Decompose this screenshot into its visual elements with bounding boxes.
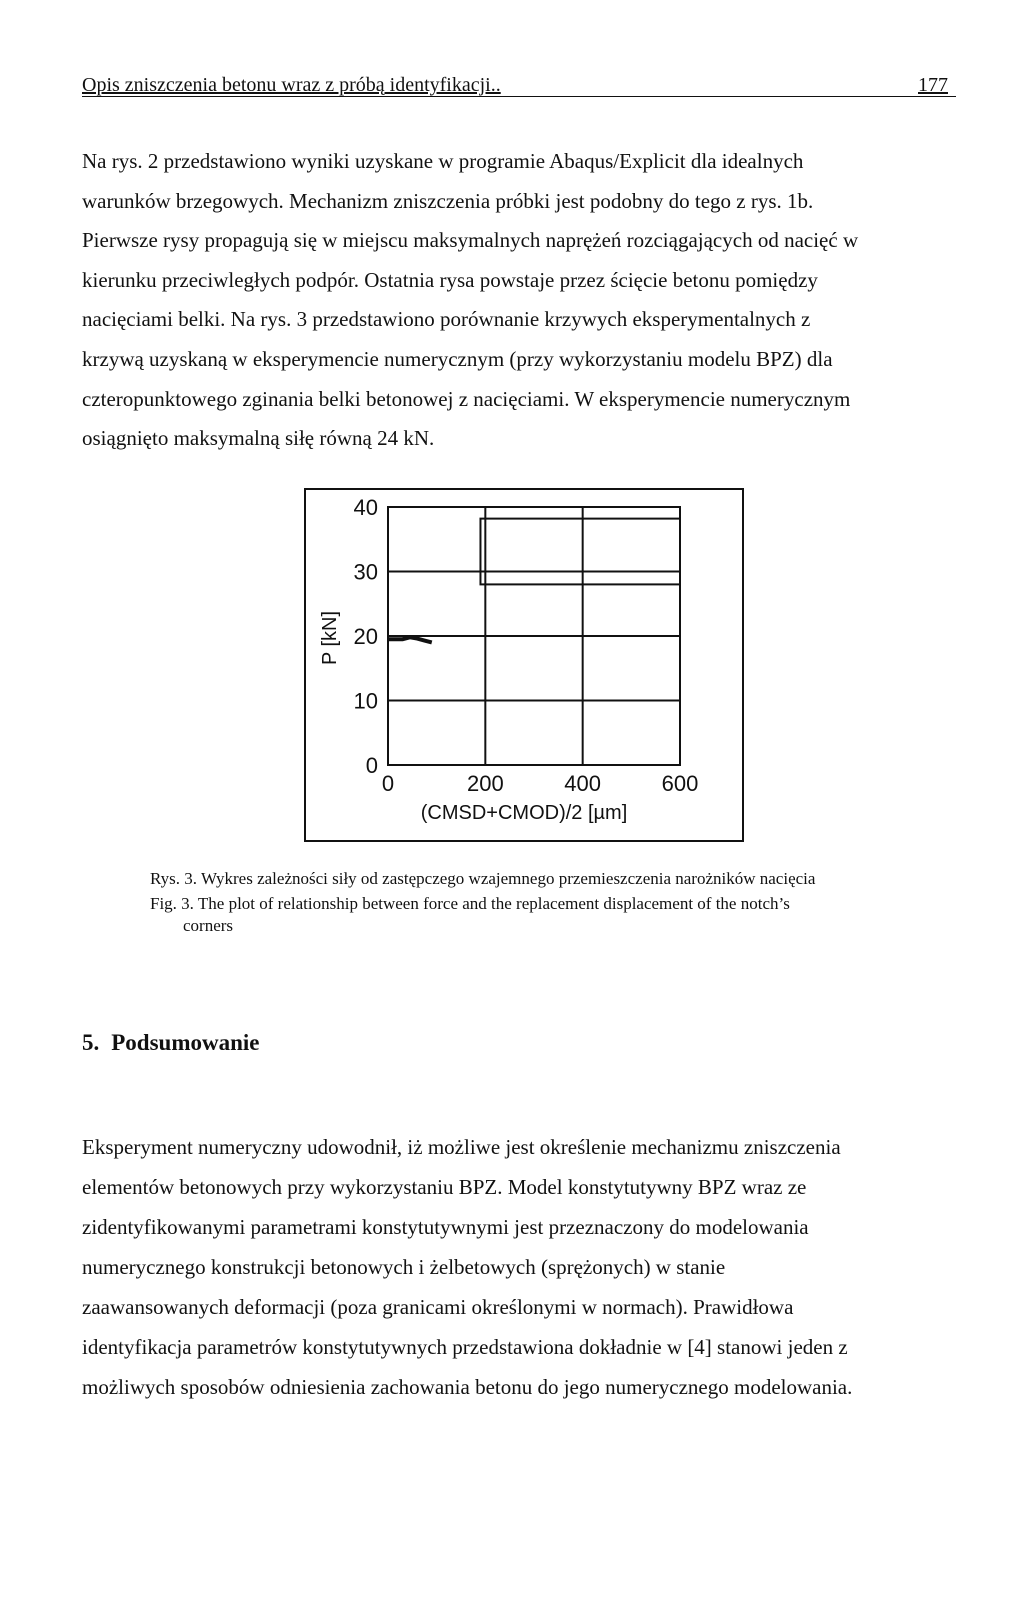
text-line: Na rys. 2 przedstawiono wyniki uzyskane w programie Abaqus/Explicit dla idealnych [82,149,804,173]
chart-ticks [354,495,699,796]
y-tick-label: 0 [365,753,378,778]
text-line: elementów betonowych przy wykorzystaniu BPZ. Model konstytutywny BPZ wraz ze [82,1175,807,1199]
paragraph-summary [82,1127,957,1407]
y-tick-label: 10 [353,688,378,714]
text-line: zaawansowanych deformacji (poza granicami określonymi w normach). Prawidłowa [82,1295,794,1319]
text-line: nacięciami belki. Na rys. 3 przedstawiono porównanie krzywych eksperymentalnych z [82,307,811,332]
caption-label-en: Fig. 3. [150,894,194,913]
section-heading [82,1030,260,1056]
x-tick-label: 200 [466,771,504,796]
x-tick-label: 400 [564,771,602,796]
y-tick-label: 30 [353,559,378,585]
page-number: 177 [918,74,948,96]
y-tick-label: 40 [353,495,378,520]
inset-rectangle [480,519,680,585]
text-line: osiągnięto maksymalną siłę równą 24 kN. [82,426,435,451]
text-line: warunków brzegowych. Mechanizm zniszczenia próbki jest podobny do tego z rys. 1b. [82,188,814,213]
y-axis-label: P [kN] [319,610,341,666]
text-line: Pierwsze rysy propagują się w miejscu maksymalnych naprężeń rozciągających od nacięć w [82,228,859,253]
series-line [388,637,432,642]
y-tick-label: 20 [353,624,378,649]
text-line: Eksperyment numeryczny udowodnił, iż możliwe jest określenie mechanizmu zniszczenia [82,1135,841,1159]
running-header-title: Opis zniszczenia betonu wraz z próbą identyfikacji.. [82,74,501,96]
text-line: identyfikacja parametrów konstytutywnych przedstawiona dokładnie w [4] stanowi jeden z [82,1335,848,1359]
figure-caption-en [150,893,970,937]
figure-caption-pl [150,868,970,890]
chart-grid [388,507,680,765]
figure-3-chart [304,488,744,842]
x-tick-label: 600 [661,771,699,796]
caption-label-pl: Rys. 3. [150,869,198,888]
text-line: krzywą uzyskaną w eksperymencie numerycznym (przy wykorzystaniu modelu BPZ) dla [82,346,833,371]
text-line: czteropunktowego zginania belki betonowej z nacięciami. W eksperymencie numerycznym [82,386,851,411]
x-tick-label: 0 [381,771,395,796]
text-line: numerycznego konstrukcji betonowych i żelbetowych (sprężonych) w stanie [82,1255,726,1279]
section-number: 5. [82,1030,100,1055]
text-line: kierunku przeciwległych podpór. Ostatnia rysa powstaje przez ścięcie betonu pomiędzy [82,267,818,292]
section-title: Podsumowanie [111,1030,260,1055]
chart-svg [306,490,742,840]
text-line: możliwych sposobów odniesienia zachowania betonu do jego numerycznego modelowania. [82,1375,853,1399]
paragraph-intro [82,142,957,459]
text-line: zidentyfikowanymi parametrami konstytutywnymi jest przeznaczony do modelowania [82,1215,809,1239]
caption-text-pl: Wykres zależności siły od zastępczego wzajemnego przemieszczenia narożników nacięcia [200,869,816,888]
x-axis-label: (CMSD+CMOD)/2 [µm] [420,802,628,824]
chart-series [388,637,432,642]
caption-text-en: The plot of relationship between force and the replacement displacement of the notch’s [197,894,790,913]
caption-text-en-cont: corners [183,916,234,935]
running-header [82,74,956,97]
